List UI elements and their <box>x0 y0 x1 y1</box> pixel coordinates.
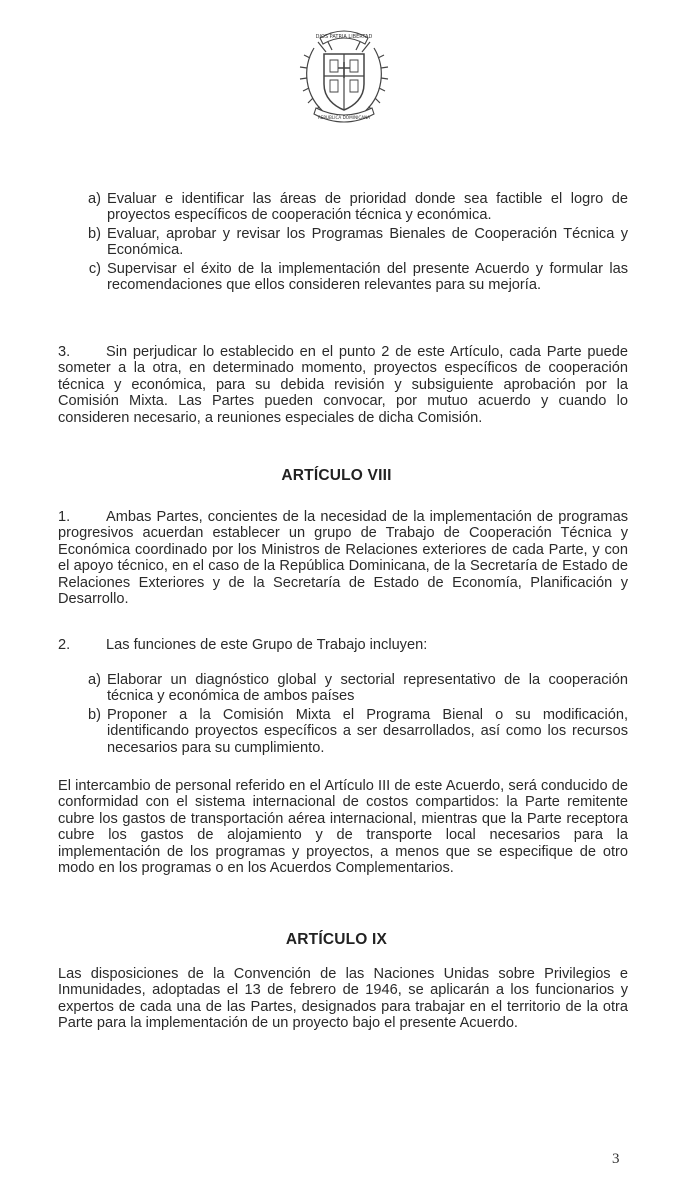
paragraph-number: 2. <box>58 637 71 653</box>
list-functions-commission <box>58 191 628 293</box>
paragraph-number: 3. <box>58 344 71 360</box>
list-item <box>58 707 628 756</box>
paragraph-text: Ambas Partes, concientes de la necesidad de la implementación de programas progresivos acuerdan establecer un grupo de Trabajo de Cooperación Técnica y Económica coordinado por los Ministros de Relaciones exteriores de cada Parte, y con el apoyo técnico, en el caso de la República Dominicana, de la Secretaría de Estado de Relaciones Exteriores y de la Secretaría de Estado de Economía, Planificación y Desarrollo. <box>58 509 628 608</box>
article-heading: ARTÍCULO VIII <box>281 467 392 484</box>
article-heading: ARTÍCULO IX <box>285 931 388 948</box>
list-item <box>58 261 628 294</box>
list-text: Supervisar el éxito de la implementación del presente Acuerdo y formular las recomendaciones que ellos consideren relevantes para su mejoría. <box>107 260 628 294</box>
list-marker: a) <box>88 672 101 688</box>
list-item <box>58 226 628 259</box>
article8-paragraph-1 <box>58 509 628 607</box>
article8-closing-paragraph: El intercambio de personal referido en el Artículo III de este Acuerdo, será conducido de conformidad con el sistema internacional de costos compartidos: la Parte remitente cubre los gastos de transportación aérea internacional, mientras que la Parte receptora cubre los gastos de alojamiento y de transporte local necesarios para la implementación de los programas y proyectos, a menos que se especifique de otro modo en los programas o en los Acuerdos Complementarios. <box>58 778 628 877</box>
list-working-group <box>58 672 628 756</box>
list-text: Elaborar un diagnóstico global y sectorial representativo de la cooperación técnica y económica de ambos países <box>107 672 628 705</box>
paragraph-text: Sin perjudicar lo establecido en el punto 2 de este Artículo, cada Parte puede someter a la otra, en determinado momento, proyectos específicos de cooperación técnica y económica, para su debida revisión y subsiguiente aprobación por la Comisión Mixta. Las Partes pueden convocar, por mutuo acuerdo y cuando lo consideren necesario, a reuniones especiales de dicha Comisión. <box>58 344 628 426</box>
list-marker: b) <box>88 706 101 723</box>
list-marker: a) <box>88 191 101 207</box>
article8-paragraph-2 <box>58 637 628 653</box>
paragraph-3 <box>58 344 628 426</box>
paragraph-text: Las funciones de este Grupo de Trabajo incluyen: <box>106 637 428 653</box>
list-text: Proponer a la Comisión Mixta el Programa Bienal o su modificación, identificando proyectos específicos a ser desarrollados, así como los recursos necesarios para su cumplimiento. <box>107 706 628 756</box>
list-item <box>58 672 628 705</box>
list-text: Evaluar, aprobar y revisar los Programas Bienales de Cooperación Técnica y Económica. <box>107 225 628 259</box>
list-text: Evaluar e identificar las áreas de prioridad donde sea factible el logro de proyectos específicos de cooperación técnica y económica. <box>107 191 628 224</box>
article9-paragraph: Las disposiciones de la Convención de las Naciones Unidas sobre Privilegios e Inmunidades, adoptadas el 13 de febrero de 1946, se aplicarán a los funcionarios y expertos de cada una de las Partes, designados para trabajar en el territorio de la otra Parte para la implementación de un proyecto bajo el presente Acuerdo. <box>58 966 628 1032</box>
page-number: 3 <box>612 1151 620 1167</box>
list-marker: c) <box>88 260 101 277</box>
seal-motto-top: DIOS PATRIA LIBERTAD <box>315 34 373 40</box>
list-item <box>58 191 628 224</box>
list-marker: b) <box>88 225 101 242</box>
paragraph-number: 1. <box>58 509 71 525</box>
coat-of-arms-seal <box>296 18 392 126</box>
seal-motto-bottom: REPUBLICA DOMINICANA <box>317 115 371 120</box>
